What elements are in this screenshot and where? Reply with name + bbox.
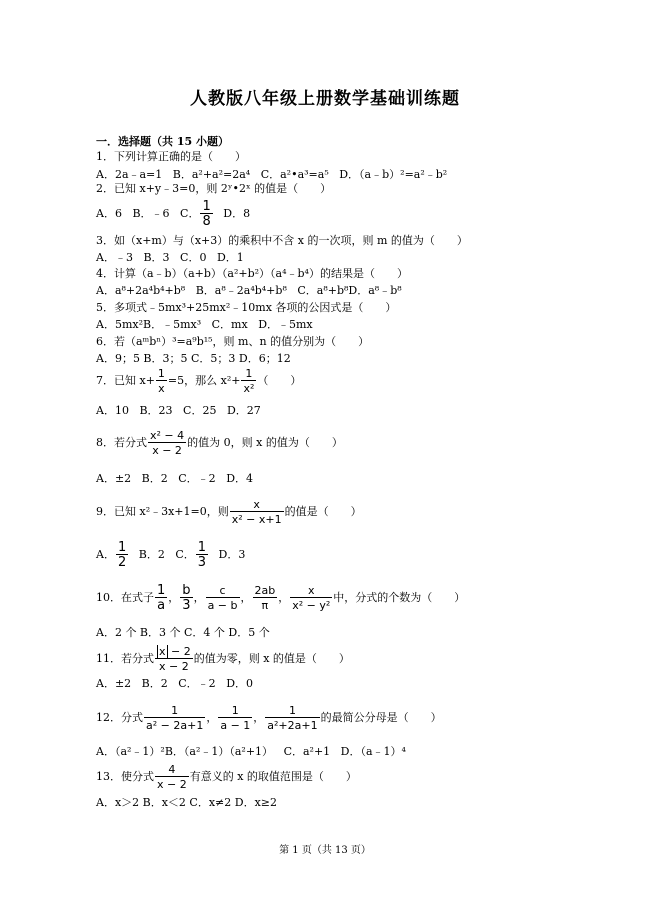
q10-fraction-2 bbox=[180, 584, 192, 612]
fraction-denominator: x bbox=[156, 380, 167, 395]
question-4: 4．计算（a﹣b）（a+b）（a²+b²）（a⁴﹣b⁴）的结果是（ ） bbox=[96, 267, 408, 280]
q7-option-d: D．27 bbox=[226, 404, 261, 417]
q2-option-c: C． bbox=[180, 207, 200, 220]
q2-option-c-fraction bbox=[200, 200, 212, 228]
fraction-numerator: 1 bbox=[288, 704, 296, 717]
q3-option-c: C．0 bbox=[180, 251, 207, 264]
question-8-options bbox=[96, 472, 260, 486]
q10-options-text: A．2 个 B．3 个 C．4 个 D．5 个 bbox=[96, 626, 270, 639]
q12-fraction-2 bbox=[218, 704, 252, 732]
question-10-options bbox=[96, 626, 277, 640]
fraction-denominator: a bbox=[155, 597, 167, 612]
q5-option-d: D．﹣5mx bbox=[258, 318, 313, 331]
fraction-denominator: 2 bbox=[117, 555, 127, 570]
q4-option-b: B．a⁸﹣2a⁴b⁴+b⁸ bbox=[195, 284, 287, 297]
q7-fraction-1 bbox=[156, 367, 167, 395]
q9-option-c: C． bbox=[175, 548, 195, 561]
question-9-options bbox=[96, 541, 252, 569]
question-6-options bbox=[96, 352, 298, 366]
fraction-numerator: 1 bbox=[231, 704, 239, 717]
fraction-denominator: π bbox=[253, 597, 278, 612]
q12-fraction-1 bbox=[144, 704, 205, 732]
q5-option-a: A．5mx²B．﹣5mx³ bbox=[96, 318, 202, 331]
page-footer: 第 1 页（共 13 页） bbox=[279, 845, 371, 856]
q8-fraction bbox=[148, 429, 186, 457]
q12-fraction-3 bbox=[265, 704, 319, 732]
question-6: 6．若（aᵐbⁿ）³=a⁹b¹⁵，则 m、n 的值分别为（ ） bbox=[96, 335, 370, 348]
q2-option-b: B．﹣6 bbox=[132, 207, 170, 220]
fraction-numerator: 2ab bbox=[254, 584, 276, 597]
q10-suffix: 中，分式的个数为（ ） bbox=[333, 591, 466, 604]
q7-middle: =5，那么 x²+ bbox=[167, 374, 241, 387]
fraction-numerator bbox=[155, 645, 193, 658]
q13-fraction bbox=[155, 763, 189, 791]
question-11 bbox=[96, 645, 350, 673]
question-9 bbox=[96, 498, 362, 526]
q8-option-b: B．2 bbox=[141, 472, 168, 485]
fraction-denominator: a²+2a+1 bbox=[267, 719, 318, 732]
q1-option-c: C．a²•a³=a⁵ bbox=[260, 168, 329, 181]
q12-suffix: 的最简公分母是（ ） bbox=[320, 711, 442, 724]
q8-option-a: A．±2 bbox=[96, 472, 132, 485]
fraction-numerator: b bbox=[182, 583, 191, 598]
fraction-denominator: x² − y² bbox=[292, 599, 331, 612]
q2-option-d: D．8 bbox=[223, 207, 251, 220]
q13-prefix: 13．使分式 bbox=[96, 770, 154, 783]
fraction-denominator: x² bbox=[243, 382, 255, 395]
page-title: 人教版八年级上册数学基础训练题 bbox=[190, 89, 460, 109]
question-5: 5．多项式﹣5mx³+25mx²﹣10mx 各项的公因式是（ ） bbox=[96, 301, 397, 314]
q9-option-b: B．2 bbox=[138, 548, 165, 561]
fraction-denominator: 3 bbox=[182, 598, 191, 613]
fraction-numerator: c bbox=[219, 584, 226, 597]
q9-option-d: D．3 bbox=[218, 548, 246, 561]
question-4-options bbox=[96, 284, 409, 298]
q13-options-text: A．x＞2 B．x＜2 C．x≠2 D．x≥2 bbox=[96, 796, 277, 809]
q7-option-c: C．25 bbox=[183, 404, 217, 417]
q12-option-d: D．（a﹣1）⁴ bbox=[340, 745, 406, 758]
fraction-denominator: 8 bbox=[202, 214, 211, 229]
fraction-numerator: 1 bbox=[157, 583, 166, 598]
q11-prefix: 11．若分式 bbox=[96, 652, 154, 665]
q11-fraction bbox=[155, 645, 193, 673]
question-13-options bbox=[96, 796, 284, 810]
fraction-numerator: x bbox=[308, 584, 315, 597]
fraction-numerator: 1 bbox=[171, 704, 179, 717]
q10-fraction-5 bbox=[290, 584, 332, 612]
q5-option-c: C．mx bbox=[211, 318, 248, 331]
q10-fraction-4 bbox=[253, 584, 278, 612]
q3-option-d: D．1 bbox=[216, 251, 244, 264]
q8-prefix: 8．若分式 bbox=[96, 436, 147, 449]
q6-options-text: A．9；5 B．3；5 C．5；3 D．6；12 bbox=[96, 352, 291, 365]
q11-suffix: 的值为零，则 x 的值是（ ） bbox=[193, 652, 350, 665]
fraction-numerator: 1 bbox=[197, 540, 207, 555]
q9-option-a-fraction bbox=[116, 541, 128, 569]
question-3: 3．如（x+m）与（x+3）的乘积中不含 x 的一次项，则 m 的值为（ ） bbox=[96, 234, 468, 247]
question-8 bbox=[96, 429, 343, 457]
question-13 bbox=[96, 763, 357, 791]
fraction-denominator: a − 1 bbox=[220, 719, 251, 732]
question-10: 10．在式子 $\frac{1}{a}$ ， $\frac{b}{3}$ ， $\frac{c}{a - b}$ ， $\frac{2ab}{\pi}$ ， $\frac{x}{\text{x² − y²}}$ 中，分式的个数为（ ） bbox=[96, 583, 466, 613]
question-7-options bbox=[96, 404, 268, 418]
q11-option-a: A．±2 bbox=[96, 677, 132, 690]
q12-option-ab: A．（a²﹣1）²B．（a²﹣1）（a²+1） bbox=[96, 745, 274, 758]
question-3-options bbox=[96, 251, 251, 265]
question-12-options bbox=[96, 745, 413, 759]
q7-prefix: 7．已知 x+ bbox=[96, 374, 155, 387]
fraction-numerator: 1 bbox=[202, 199, 211, 214]
q11-option-c: C．﹣2 bbox=[178, 677, 216, 690]
q9-fraction bbox=[230, 498, 284, 526]
fraction-denominator: x − 2 bbox=[155, 658, 193, 673]
q7-fraction-2 bbox=[241, 367, 256, 395]
fraction-denominator: a − b bbox=[207, 599, 238, 612]
fraction-denominator: a² − 2a+1 bbox=[146, 719, 204, 732]
fraction-numerator: x² − 4 bbox=[150, 429, 185, 442]
q1-option-d: D．（a﹣b）²=a²﹣b² bbox=[339, 168, 448, 181]
q1-option-a: A．2a﹣a=1 bbox=[96, 168, 163, 181]
fraction-denominator: x − 2 bbox=[148, 442, 186, 457]
q7-option-b: B．23 bbox=[139, 404, 173, 417]
fraction-denominator: x − 2 bbox=[157, 778, 187, 791]
question-1: 1．下列计算正确的是（ ） bbox=[96, 150, 246, 163]
question-7 bbox=[96, 367, 301, 395]
q3-option-b: B．3 bbox=[143, 251, 170, 264]
question-2: 2．已知 x+y﹣3=0，则 2ʸ•2ˣ 的值是（ ） bbox=[96, 182, 332, 195]
question-2-options bbox=[96, 200, 257, 228]
fraction-numerator: x bbox=[253, 498, 260, 511]
q9-suffix: 的值是（ ） bbox=[284, 505, 362, 518]
q12-prefix: 12．分式 bbox=[96, 711, 143, 724]
question-12: 12．分式 $\frac{1}{\text{a² − 2a+1}}$ ， $\frac{1}{a - 1}$ ， $\frac{1}{\text{a²+2a+1}}$ 的最简公分母是（ ） bbox=[96, 704, 442, 732]
q3-option-a: A．﹣3 bbox=[96, 251, 133, 264]
question-1-options bbox=[96, 168, 454, 182]
q7-suffix: （ ） bbox=[257, 374, 302, 387]
q1-option-b: B．a²+a²=2a⁴ bbox=[172, 168, 251, 181]
q11-option-b: B．2 bbox=[141, 677, 168, 690]
fraction-numerator: 1 bbox=[245, 367, 253, 380]
fraction-numerator: 4 bbox=[168, 763, 176, 776]
question-11-options bbox=[96, 677, 260, 691]
question-5-options bbox=[96, 318, 320, 332]
fraction-numerator: 1 bbox=[157, 367, 165, 380]
fraction-denominator: x² − x+1 bbox=[231, 513, 282, 526]
q9-prefix: 9．已知 x²﹣3x+1=0，则 bbox=[96, 505, 229, 518]
absolute-value: x bbox=[159, 645, 166, 658]
section-heading: 一．选择题（共 15 小题） bbox=[96, 135, 229, 148]
q2-option-a: A．6 bbox=[96, 207, 122, 220]
q4-option-c: C．a⁸+b⁸D．a⁸﹣b⁸ bbox=[297, 284, 402, 297]
q9-option-a: A． bbox=[96, 548, 115, 561]
q8-option-c: C．﹣2 bbox=[178, 472, 216, 485]
q8-option-d: D．4 bbox=[226, 472, 254, 485]
q9-option-c-fraction bbox=[196, 541, 208, 569]
numerator-tail: − 2 bbox=[167, 645, 191, 658]
q11-option-d: D．0 bbox=[226, 677, 254, 690]
q12-option-c: C．a²+1 bbox=[283, 745, 331, 758]
q13-suffix: 有意义的 x 的取值范围是（ ） bbox=[189, 770, 357, 783]
fraction-numerator: 1 bbox=[117, 540, 127, 555]
q10-fraction-3 bbox=[206, 584, 240, 612]
q7-option-a: A．10 bbox=[96, 404, 129, 417]
q8-suffix: 的值为 0，则 x 的值为（ ） bbox=[187, 436, 343, 449]
q10-fraction-1 bbox=[155, 584, 167, 612]
q10-prefix: 10．在式子 bbox=[96, 591, 154, 604]
fraction-denominator: 3 bbox=[197, 555, 207, 570]
q4-option-a: A．a⁸+2a⁴b⁴+b⁸ bbox=[96, 284, 186, 297]
